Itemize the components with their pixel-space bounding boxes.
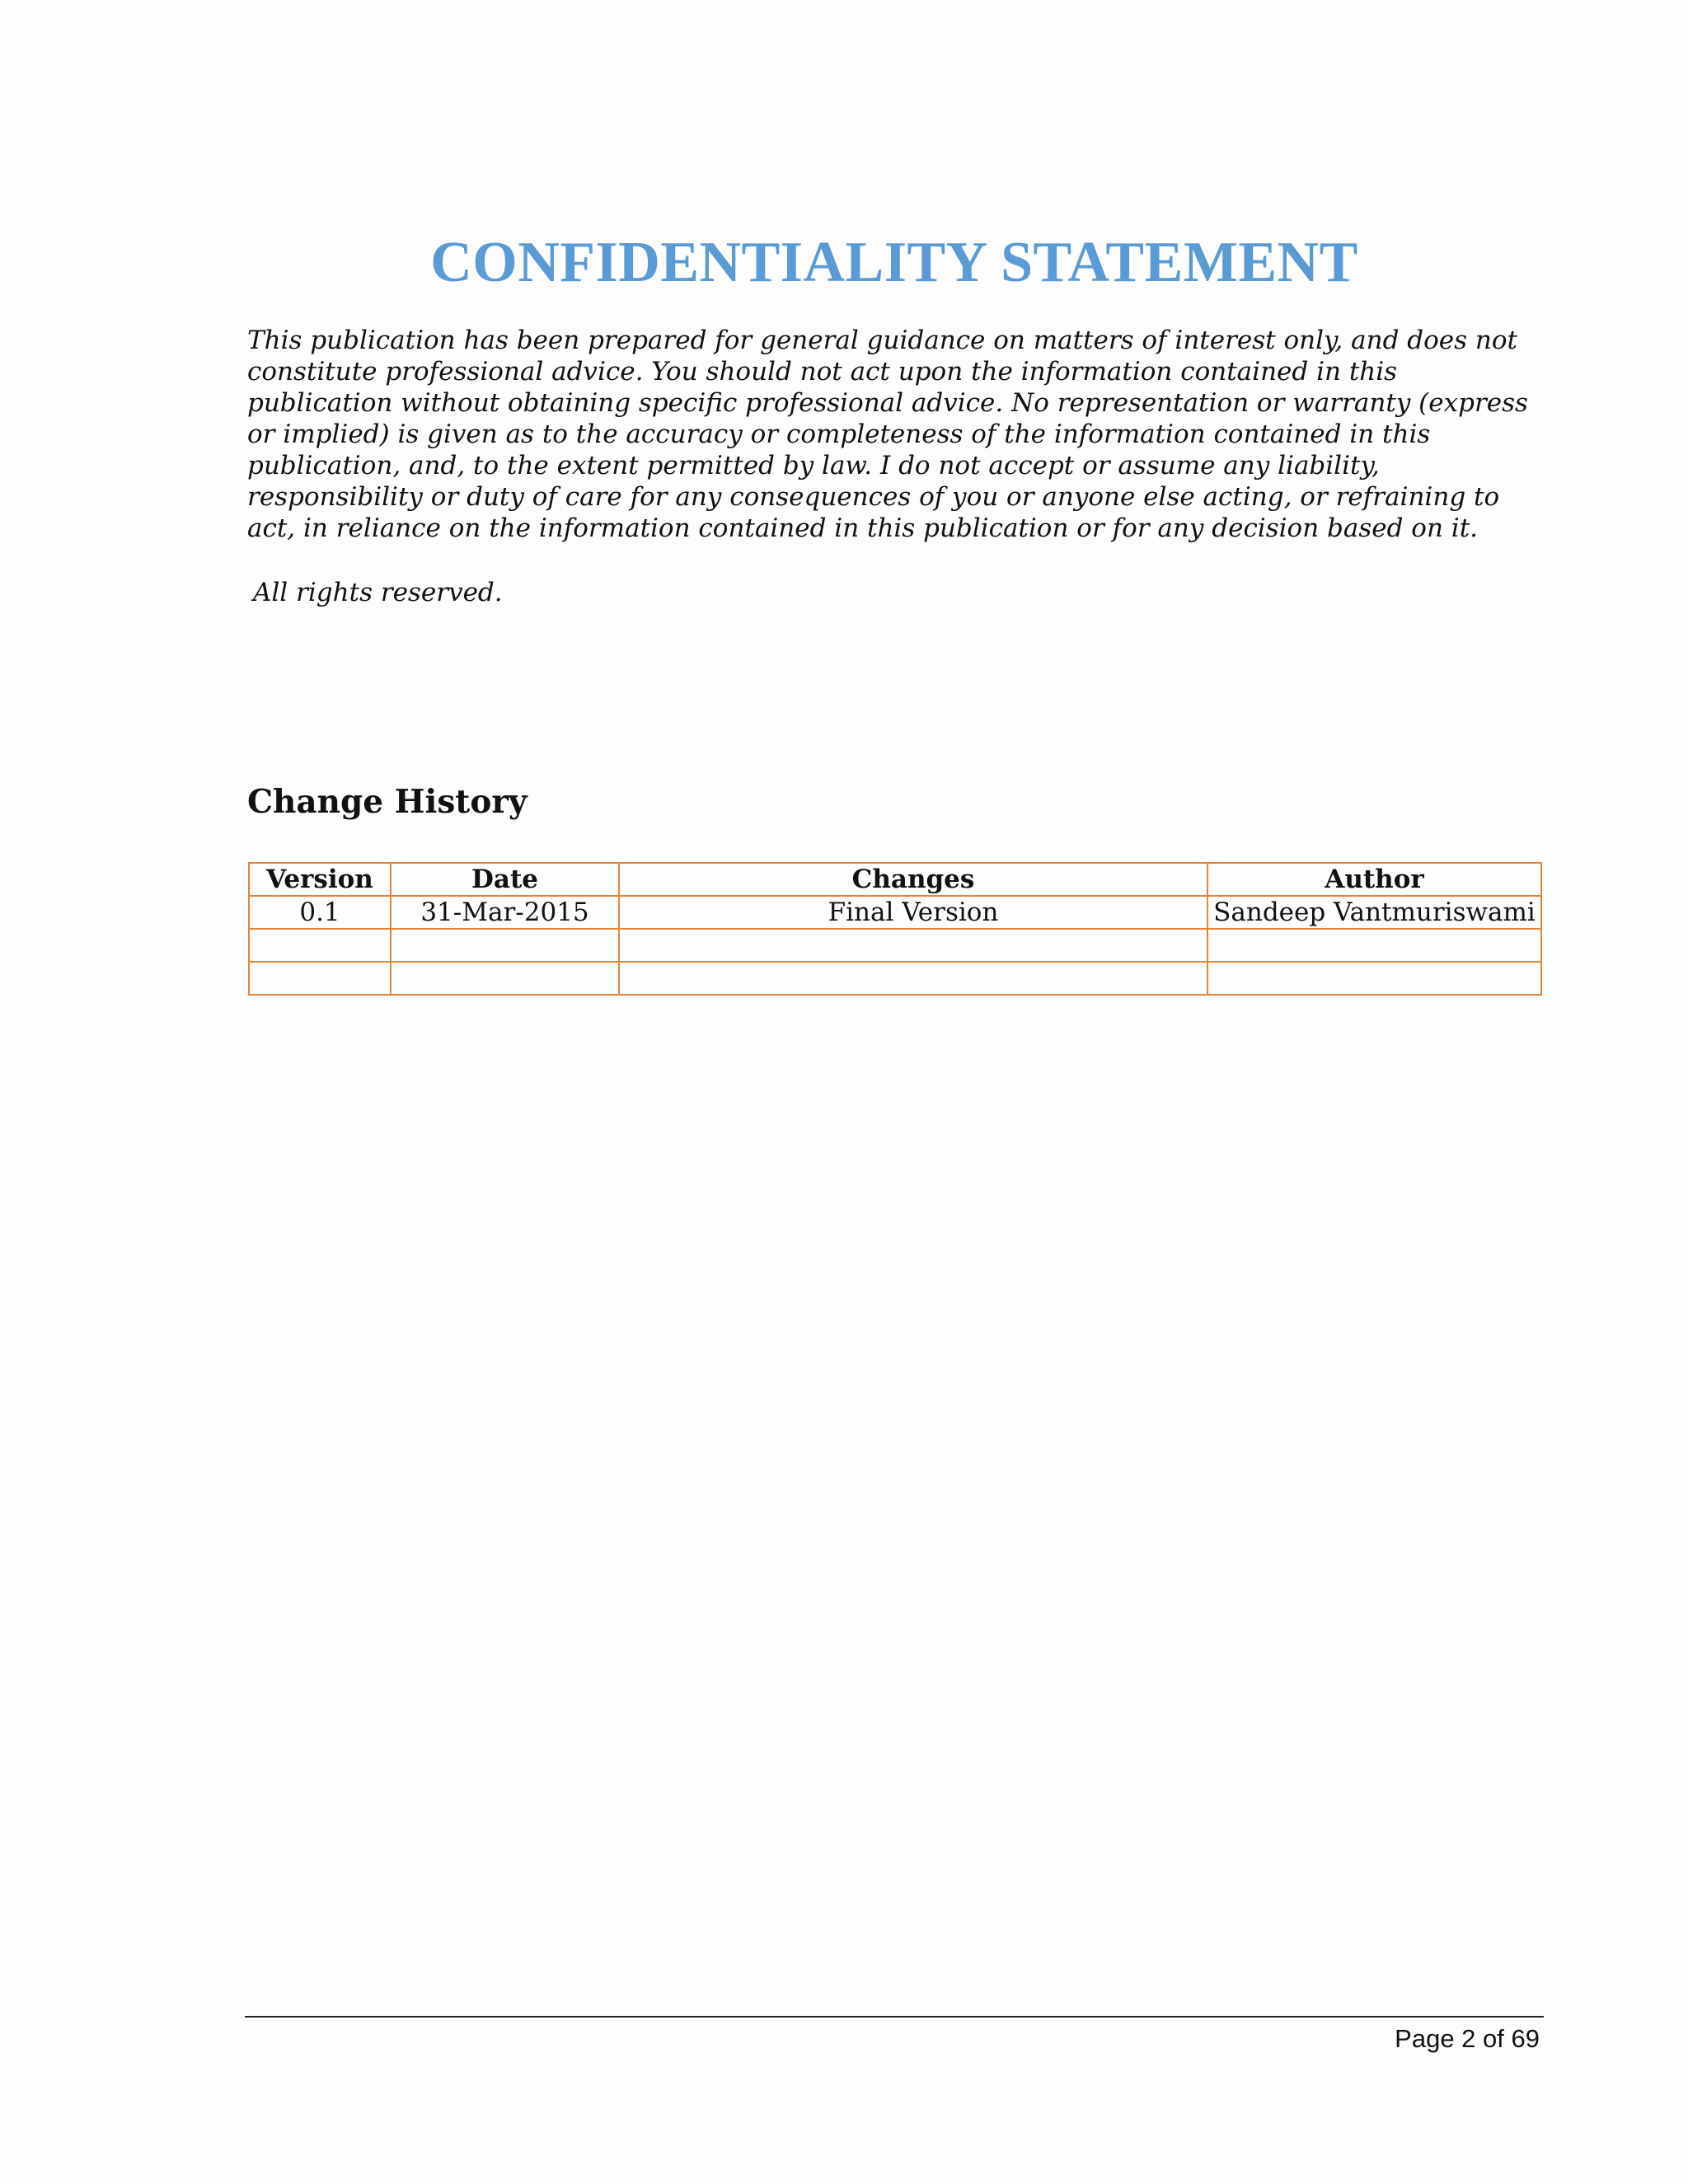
- cell-changes: Final Version: [619, 896, 1207, 929]
- cell-changes: [619, 929, 1207, 962]
- cell-version: 0.1: [249, 896, 391, 929]
- page-title: CONFIDENTIALITY STATEMENT: [430, 230, 1358, 294]
- cell-date: [391, 962, 619, 995]
- footer-divider: [245, 2016, 1544, 2018]
- change-history-heading: Change History: [247, 783, 528, 821]
- column-header-version: Version: [249, 863, 391, 896]
- disclaimer-paragraph: This publication has been prepared for general guidance on matters of interest only, and does not constitute professional advice. You should not act upon the information contained in this publication without obtaining specific professional advice. No representation or warranty (express or implied) is given as to the accuracy or completeness of the information contained in this publication, and, to the extent permitted by law. I do not accept or assume any liability, responsibility or duty of care for any consequences of you or anyone else acting, or refraining to act, in reliance on the information contained in this publication or for any decision based on it.: [247, 326, 1528, 543]
- cell-version: [249, 962, 391, 995]
- cell-date: 31-Mar-2015: [391, 896, 619, 929]
- cell-changes: [619, 962, 1207, 995]
- cell-author: Sandeep Vantmuriswami: [1207, 896, 1541, 929]
- table-row: [249, 896, 1541, 929]
- cell-version: [249, 929, 391, 962]
- column-header-changes: Changes: [619, 863, 1207, 896]
- rights-statement: All rights reserved.: [253, 578, 503, 607]
- cell-author: [1207, 962, 1541, 995]
- cell-date: [391, 929, 619, 962]
- column-header-date: Date: [391, 863, 619, 896]
- table-header-row: [249, 863, 1541, 896]
- table-row: [249, 962, 1541, 995]
- table-row: [249, 929, 1541, 962]
- cell-author: [1207, 929, 1541, 962]
- page-number: Page 2 of 69: [1395, 2024, 1540, 2053]
- column-header-author: Author: [1207, 863, 1541, 896]
- change-history-table: [248, 862, 1542, 996]
